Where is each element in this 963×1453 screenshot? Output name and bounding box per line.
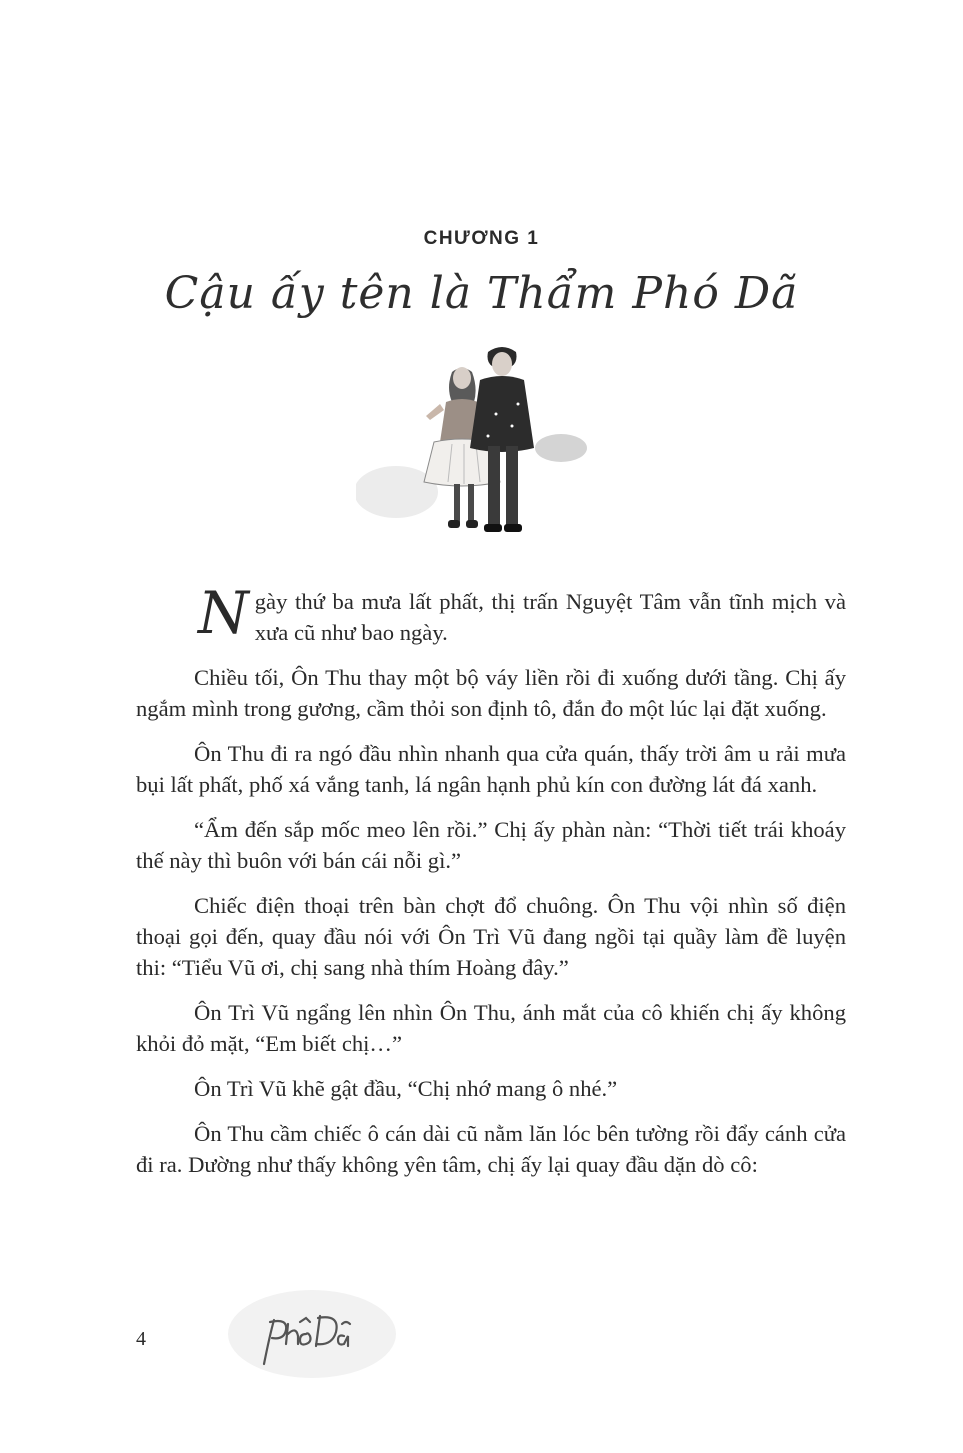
paragraph-1-text: gày thứ ba mưa lất phất, thị trấn Nguyệt Tâm vẫn tĩnh mịch và xưa cũ như bao ngày. <box>254 589 846 645</box>
paragraph-2: Chiều tối, Ôn Thu thay một bộ váy liền rồi đi xuống dưới tầng. Chị ấy ngắm mình trong gương, cầm thỏi son định tô, đắn đo một lúc lại đặt xuống. <box>136 665 846 721</box>
page-number: 4 <box>136 1328 146 1350</box>
boy-figure <box>470 347 534 532</box>
chapter-title: Cậu ấy tên là Thẩm Phó Dã <box>164 268 799 319</box>
couple-illustration-icon <box>356 344 588 544</box>
body-text <box>136 579 846 1194</box>
paragraph-8: Ôn Thu cầm chiếc ô cán dài cũ nằm lăn lóc bên tường rồi đẩy cánh cửa đi ra. Dường như thấy không yên tâm, chị ấy lại quay đầu dặn dò cô: <box>136 1121 846 1177</box>
paragraph-7: Ôn Trì Vũ khẽ gật đầu, “Chị nhớ mang ô nhé.” <box>194 1076 618 1101</box>
drop-cap: N <box>198 579 249 647</box>
paragraph-4: “Ẩm đến sắp mốc meo lên rồi.” Chị ấy phàn nàn: “Thời tiết trái khoáy thế này thì buôn với bán cái nỗi gì.” <box>136 817 846 873</box>
paragraph-1 <box>136 579 846 648</box>
paragraph-5: Chiếc điện thoại trên bàn chợt đổ chuông. Ôn Thu vội nhìn số điện thoại gọi đến, quay đầu nói với Ôn Trì Vũ đang ngồi tại quầy làm đề luyện thi: “Tiểu Vũ ơi, chị sang nhà thím Hoàng đây.” <box>136 893 846 980</box>
paragraph-6: Ôn Trì Vũ ngẩng lên nhìn Ôn Thu, ánh mắt của cô khiến chị ấy không khỏi đỏ mặt, “Em biết chị…” <box>136 1000 846 1056</box>
chapter-label: CHƯƠNG 1 <box>423 228 540 249</box>
signature-logo <box>222 1282 402 1382</box>
paragraph-3: Ôn Thu đi ra ngó đầu nhìn nhanh qua cửa quán, thấy trời âm u rải mưa bụi lất phất, phố xá vắng tanh, lá ngân hạnh phủ kín con đường lát đá xanh. <box>136 741 846 797</box>
